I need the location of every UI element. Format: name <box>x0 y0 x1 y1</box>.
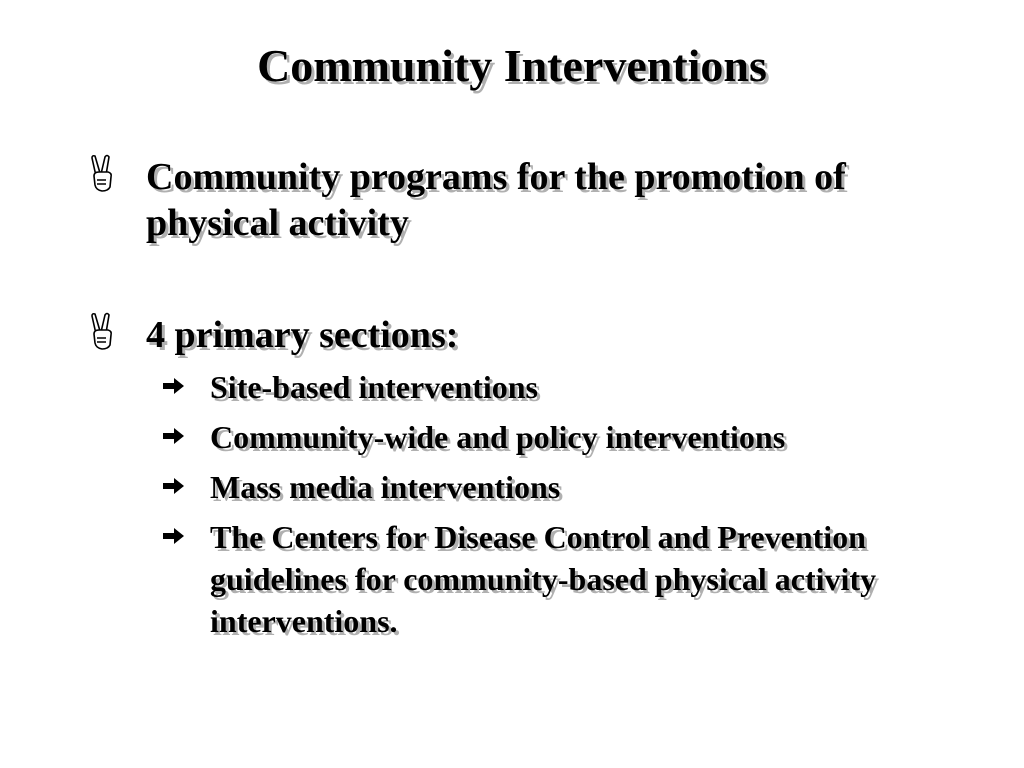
bullet-community-programs <box>88 154 968 246</box>
sub-bullet-cdc-guidelines <box>160 516 960 642</box>
bullet-text: 4 primary sections: <box>146 314 459 356</box>
slide-title: Community Interventions <box>257 40 767 91</box>
sub-bullet-text: Community-wide and policy interventions <box>210 419 786 455</box>
sub-bullet-mass-media <box>160 466 960 508</box>
victory-hand-icon <box>88 154 118 194</box>
sub-bullet-community-wide <box>160 416 960 458</box>
bullet-text: Community programs for the promotion of physical activity <box>146 156 846 244</box>
sub-bullet-site-based <box>160 366 960 408</box>
sub-bullet-text: Mass media interventions <box>210 469 561 505</box>
sub-bullet-text: The Centers for Disease Control and Prevention guidelines for community-based physical activity interventions. <box>210 519 877 639</box>
right-arrow-icon <box>162 376 186 396</box>
right-arrow-icon <box>162 476 186 496</box>
sub-bullet-text: Site-based interventions <box>210 369 538 405</box>
right-arrow-icon <box>162 526 186 546</box>
victory-hand-icon <box>88 312 118 352</box>
bullet-primary-sections <box>88 312 968 358</box>
right-arrow-icon <box>162 426 186 446</box>
sub-bullet-list <box>160 366 960 650</box>
